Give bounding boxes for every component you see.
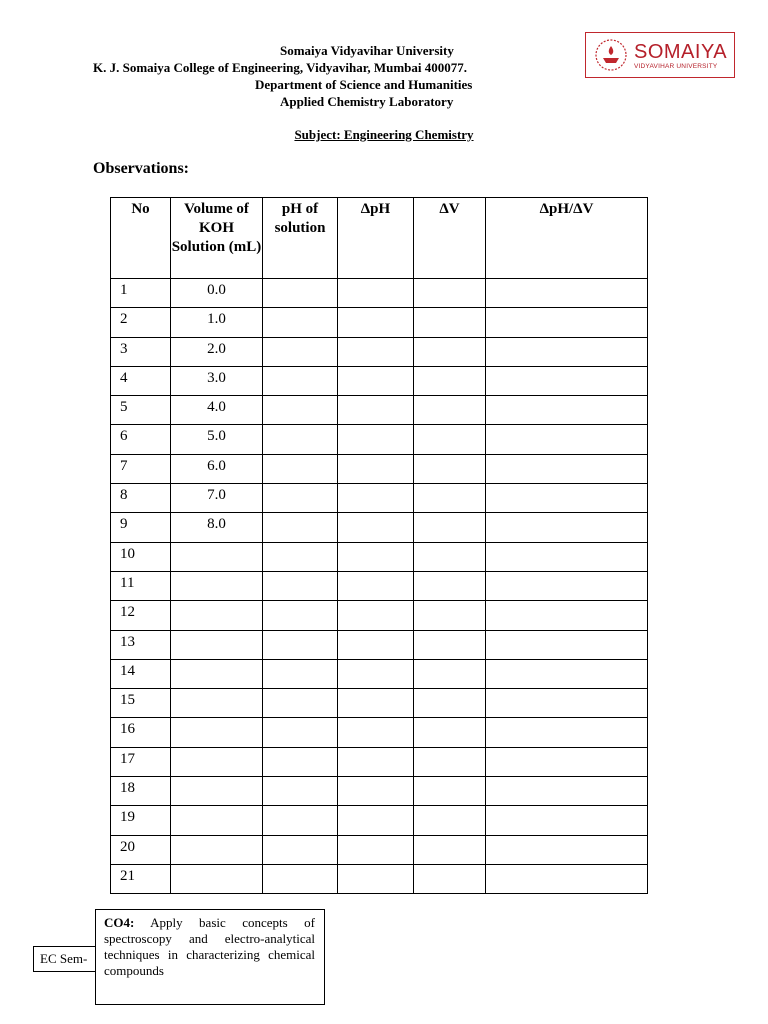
cell-no: 12: [111, 601, 171, 630]
table-row: [111, 864, 648, 893]
cell-volume: 5.0: [171, 425, 263, 454]
cell-ratio: [486, 864, 648, 893]
cell-volume: [171, 542, 263, 571]
cell-delta-ph: [338, 396, 414, 425]
cell-ratio: [486, 484, 648, 513]
cell-ratio: [486, 571, 648, 600]
cell-ph: [263, 454, 338, 483]
cell-delta-ph: [338, 337, 414, 366]
cell-ph: [263, 425, 338, 454]
table-row: [111, 425, 648, 454]
cell-delta-v: [414, 630, 486, 659]
cell-no: 3: [111, 337, 171, 366]
table-row: [111, 308, 648, 337]
cell-ph: [263, 659, 338, 688]
cell-volume: 2.0: [171, 337, 263, 366]
cell-no: 16: [111, 718, 171, 747]
cell-ratio: [486, 718, 648, 747]
table-row: [111, 777, 648, 806]
table-row: [111, 630, 648, 659]
cell-delta-v: [414, 571, 486, 600]
cell-delta-ph: [338, 366, 414, 395]
cell-ph: [263, 366, 338, 395]
cell-ratio: [486, 806, 648, 835]
cell-delta-ph: [338, 835, 414, 864]
cell-no: 2: [111, 308, 171, 337]
footer-course-label: EC Sem-: [33, 946, 123, 972]
cell-delta-v: [414, 864, 486, 893]
cell-delta-v: [414, 308, 486, 337]
cell-volume: 0.0: [171, 279, 263, 308]
cell-ratio: [486, 279, 648, 308]
cell-delta-v: [414, 689, 486, 718]
cell-ph: [263, 806, 338, 835]
table-row: [111, 484, 648, 513]
cell-no: 10: [111, 542, 171, 571]
cell-ratio: [486, 513, 648, 542]
cell-delta-v: [414, 366, 486, 395]
cell-delta-v: [414, 279, 486, 308]
department-name: Department of Science and Humanities: [255, 77, 473, 92]
cell-ratio: [486, 454, 648, 483]
cell-ph: [263, 777, 338, 806]
cell-delta-v: [414, 337, 486, 366]
cell-delta-ph: [338, 659, 414, 688]
cell-no: 1: [111, 279, 171, 308]
col-header-ph: pH of solution: [263, 198, 338, 279]
cell-volume: 6.0: [171, 454, 263, 483]
cell-delta-v: [414, 425, 486, 454]
table-row: [111, 747, 648, 776]
observation-table: [110, 197, 648, 894]
cell-volume: 1.0: [171, 308, 263, 337]
cell-ratio: [486, 630, 648, 659]
cell-volume: 4.0: [171, 396, 263, 425]
cell-delta-ph: [338, 689, 414, 718]
cell-delta-ph: [338, 806, 414, 835]
cell-no: 14: [111, 659, 171, 688]
cell-delta-ph: [338, 454, 414, 483]
college-name: K. J. Somaiya College of Engineering, Vidyavihar, Mumbai 400077.: [93, 60, 468, 75]
col-header-ratio: ΔpH/ΔV: [486, 198, 648, 279]
table-row: [111, 454, 648, 483]
cell-volume: [171, 571, 263, 600]
col-header-delta-v: ΔV: [414, 198, 486, 279]
cell-no: 6: [111, 425, 171, 454]
table-row: [111, 571, 648, 600]
cell-delta-ph: [338, 484, 414, 513]
cell-delta-ph: [338, 777, 414, 806]
cell-ratio: [486, 777, 648, 806]
cell-volume: [171, 718, 263, 747]
co-label: CO4:: [104, 915, 135, 930]
cell-delta-ph: [338, 542, 414, 571]
cell-ratio: [486, 659, 648, 688]
table-row: [111, 659, 648, 688]
cell-no: 15: [111, 689, 171, 718]
cell-delta-v: [414, 718, 486, 747]
cell-ratio: [486, 601, 648, 630]
table-row: [111, 513, 648, 542]
cell-delta-v: [414, 659, 486, 688]
cell-ratio: [486, 689, 648, 718]
cell-volume: [171, 659, 263, 688]
cell-no: 21: [111, 864, 171, 893]
cell-ph: [263, 513, 338, 542]
cell-ph: [263, 337, 338, 366]
table-row: [111, 337, 648, 366]
table-row: [111, 396, 648, 425]
cell-delta-v: [414, 747, 486, 776]
cell-ratio: [486, 396, 648, 425]
cell-volume: [171, 835, 263, 864]
cell-ratio: [486, 425, 648, 454]
cell-delta-ph: [338, 279, 414, 308]
cell-ph: [263, 718, 338, 747]
table-row: [111, 835, 648, 864]
cell-ratio: [486, 337, 648, 366]
cell-ph: [263, 835, 338, 864]
cell-ph: [263, 484, 338, 513]
cell-delta-ph: [338, 601, 414, 630]
table-header-row: [111, 198, 648, 279]
cell-ratio: [486, 308, 648, 337]
university-name: Somaiya Vidyavihar University: [280, 43, 454, 58]
cell-volume: [171, 864, 263, 893]
cell-volume: [171, 630, 263, 659]
cell-ph: [263, 630, 338, 659]
cell-delta-ph: [338, 571, 414, 600]
cell-delta-v: [414, 806, 486, 835]
cell-volume: 8.0: [171, 513, 263, 542]
table-row: [111, 718, 648, 747]
cell-no: 7: [111, 454, 171, 483]
cell-no: 8: [111, 484, 171, 513]
table-row: [111, 279, 648, 308]
cell-volume: [171, 747, 263, 776]
cell-delta-v: [414, 396, 486, 425]
cell-delta-ph: [338, 718, 414, 747]
logo-name: SOMAIYA: [634, 41, 728, 63]
co-text: Apply basic concepts of spectroscopy and electro-analytical techniques in characterizing chemical compounds: [104, 915, 315, 978]
cell-no: 9: [111, 513, 171, 542]
cell-ph: [263, 864, 338, 893]
observations-title: Observations:: [93, 160, 189, 177]
cell-volume: 3.0: [171, 366, 263, 395]
lab-name: Applied Chemistry Laboratory: [280, 94, 454, 109]
cell-delta-ph: [338, 864, 414, 893]
cell-ph: [263, 747, 338, 776]
cell-volume: [171, 806, 263, 835]
col-header-delta-ph: ΔpH: [338, 198, 414, 279]
cell-delta-v: [414, 835, 486, 864]
table-row: [111, 542, 648, 571]
cell-ph: [263, 279, 338, 308]
cell-ratio: [486, 835, 648, 864]
cell-ratio: [486, 542, 648, 571]
cell-volume: [171, 689, 263, 718]
cell-delta-ph: [338, 630, 414, 659]
cell-delta-ph: [338, 308, 414, 337]
table-row: [111, 601, 648, 630]
cell-delta-v: [414, 601, 486, 630]
cell-no: 18: [111, 777, 171, 806]
cell-ph: [263, 571, 338, 600]
cell-volume: 7.0: [171, 484, 263, 513]
cell-no: 17: [111, 747, 171, 776]
table-row: [111, 689, 648, 718]
cell-ph: [263, 601, 338, 630]
subject-line: Subject: Engineering Chemistry: [294, 127, 474, 142]
cell-no: 19: [111, 806, 171, 835]
cell-no: 20: [111, 835, 171, 864]
cell-ratio: [486, 747, 648, 776]
cell-no: 4: [111, 366, 171, 395]
cell-no: 11: [111, 571, 171, 600]
cell-ratio: [486, 366, 648, 395]
cell-delta-v: [414, 454, 486, 483]
cell-delta-v: [414, 484, 486, 513]
cell-no: 5: [111, 396, 171, 425]
somaiya-logo: [585, 32, 735, 78]
cell-delta-v: [414, 542, 486, 571]
cell-volume: [171, 777, 263, 806]
cell-ph: [263, 689, 338, 718]
lamp-seal-icon: [594, 37, 628, 75]
col-header-no: No: [111, 198, 171, 279]
table-row: [111, 366, 648, 395]
cell-delta-v: [414, 777, 486, 806]
cell-delta-ph: [338, 747, 414, 776]
cell-no: 13: [111, 630, 171, 659]
logo-subtitle: VIDYAVIHAR UNIVERSITY: [634, 63, 718, 70]
table-row: [111, 806, 648, 835]
course-outcome-box: [95, 909, 325, 1005]
cell-ph: [263, 396, 338, 425]
cell-ph: [263, 308, 338, 337]
cell-delta-ph: [338, 425, 414, 454]
col-header-volume: Volume of KOH Solution (mL): [171, 198, 263, 279]
cell-delta-ph: [338, 513, 414, 542]
cell-volume: [171, 601, 263, 630]
cell-ph: [263, 542, 338, 571]
cell-delta-v: [414, 513, 486, 542]
